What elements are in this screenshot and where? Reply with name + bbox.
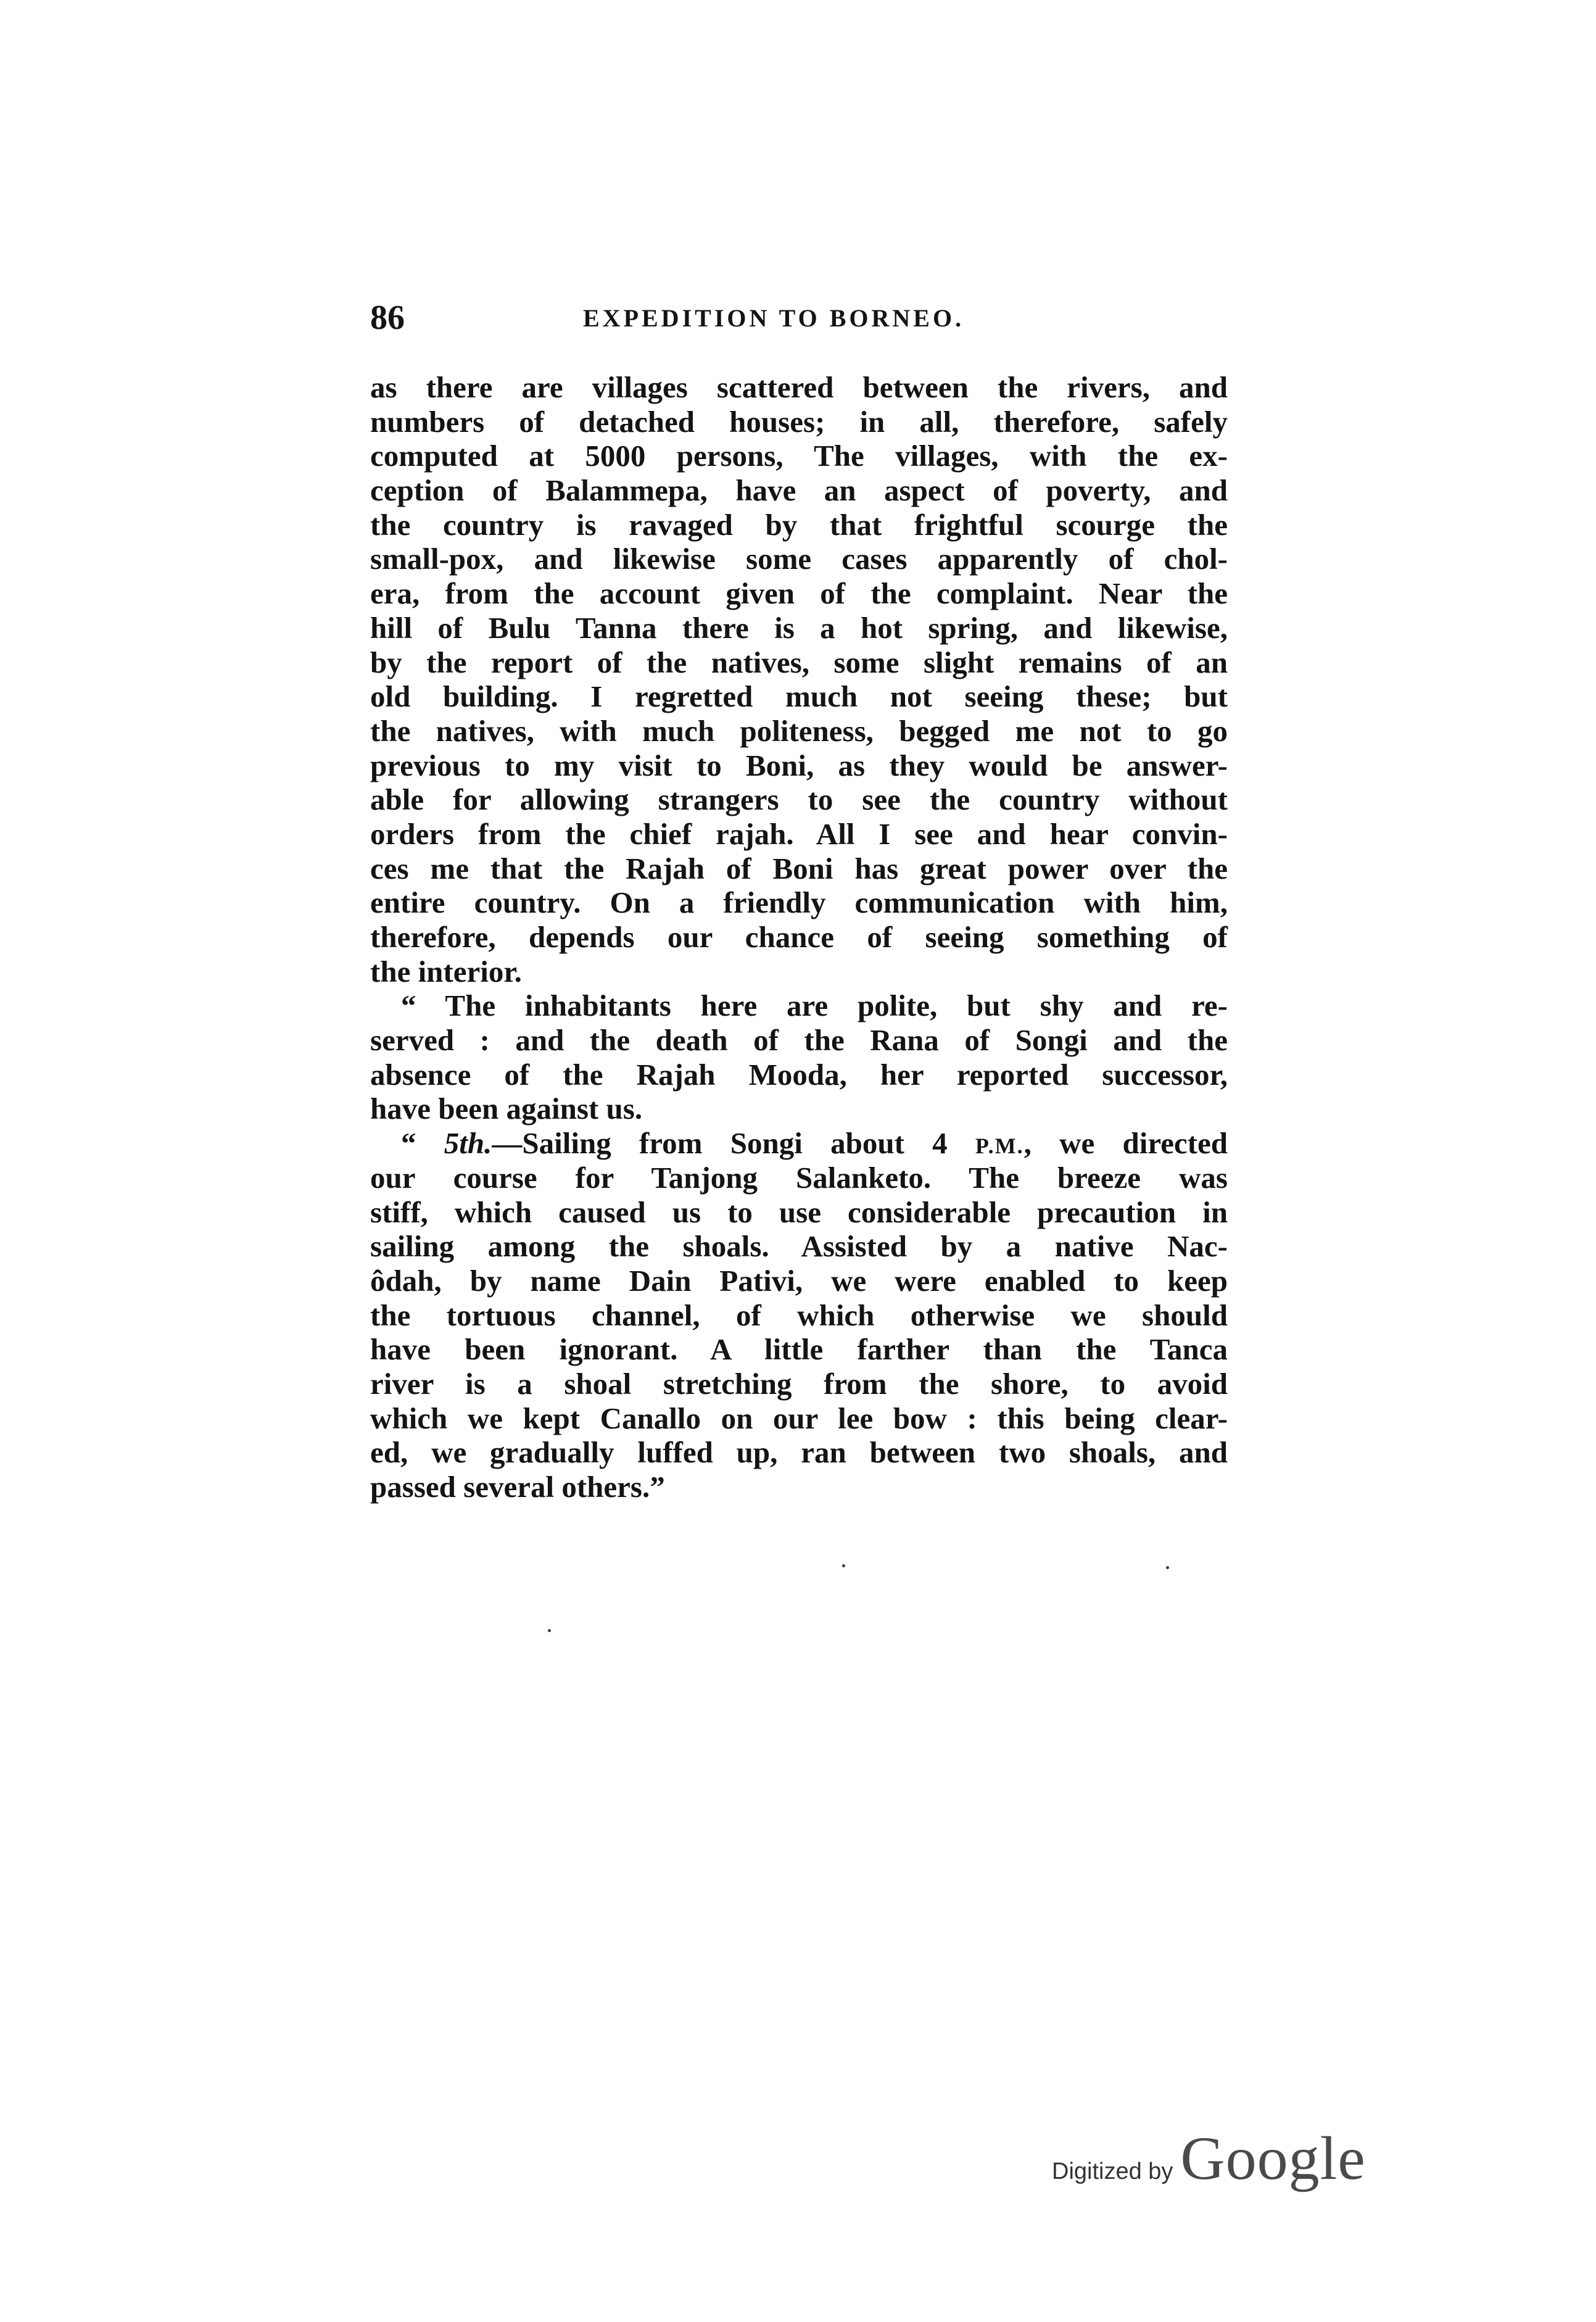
text-line: numbers of detached houses; in all, therefore, safely [370, 404, 1228, 439]
paragraph-end-line: have been against us. [370, 1092, 643, 1126]
text-line: ception of Balammepa, have an aspect of poverty, and [370, 473, 1228, 508]
text-line: the natives, with much politeness, begged me not to go [370, 713, 1228, 748]
text-line: our course for Tanjong Salanketo. The breeze was [370, 1160, 1228, 1195]
entry-date: 5th. [444, 1126, 492, 1161]
text-line: ed, we gradually luffed up, ran between two shoals, and [370, 1435, 1228, 1470]
running-title: EXPEDITION TO BORNEO. [583, 304, 965, 332]
paragraph-end-line: the interior. [370, 954, 522, 989]
text-line: previous to my visit to Boni, as they would be answer- [370, 748, 1228, 782]
entry-text: —Sailing from Songi about 4 [492, 1126, 975, 1161]
text-line: which we kept Canallo on our lee bow : this being clear- [370, 1401, 1228, 1435]
text-line: entire country. On a friendly communication with him, [370, 885, 1228, 920]
text-line: the country is ravaged by that frightful scourge the [370, 507, 1228, 542]
text-line: absence of the Rajah Mooda, her reported successor, [370, 1057, 1228, 1092]
open-quote: “ [401, 1126, 444, 1161]
paragraph-start-line: “ The inhabitants here are polite, but shy and re- [401, 989, 1228, 1023]
text-line: by the report of the natives, some slight remains of an [370, 645, 1228, 679]
print-speck [842, 1564, 845, 1567]
text-line: computed at 5000 persons, The villages, with the ex- [370, 439, 1228, 473]
page-number: 86 [370, 299, 405, 337]
text-line: ces me that the Rajah of Boni has great power over the [370, 851, 1228, 885]
text-line: era, from the account given of the complaint. Near the [370, 576, 1228, 611]
text-line: the tortuous channel, of which otherwise we should [370, 1298, 1228, 1332]
text-line: able for allowing strangers to see the country without [370, 782, 1228, 817]
text-line: small-pox, and likewise some cases apparently of chol- [370, 542, 1228, 576]
paragraph-end-line: passed several others.” [370, 1470, 665, 1504]
text-line: stiff, which caused us to use considerable precaution in [370, 1195, 1228, 1229]
google-logo: Google [1180, 2124, 1366, 2192]
print-speck [1166, 1566, 1169, 1569]
text-line: river is a shoal stretching from the shore, to avoid [370, 1366, 1228, 1401]
text-line: therefore, depends our chance of seeing something of [370, 920, 1228, 954]
text-line: ôdah, by name Dain Pativi, we were enabled to keep [370, 1263, 1228, 1298]
digitized-by-google-watermark [1052, 2123, 1397, 2191]
running-header [370, 296, 1228, 339]
print-speck [548, 1629, 551, 1632]
text-line: have been ignorant. A little farther than the Tanca [370, 1332, 1228, 1367]
entry-text-end: , we directed [1023, 1126, 1228, 1161]
text-line: served : and the death of the Rana of Songi and the [370, 1023, 1228, 1058]
text-line: hill of Bulu Tanna there is a hot spring, and likewise, [370, 610, 1228, 645]
text-line: as there are villages scattered between the rivers, and [370, 370, 1228, 404]
body-text [370, 370, 1228, 1504]
watermark-prefix: Digitized by [1052, 2158, 1173, 2184]
dated-entry-line [370, 1126, 1228, 1161]
entry-time: P.M. [975, 1134, 1024, 1159]
text-line: orders from the chief rajah. All I see and hear convin- [370, 816, 1228, 851]
text-line: old building. I regretted much not seeing these; but [370, 679, 1228, 714]
text-line: sailing among the shoals. Assisted by a native Nac- [370, 1229, 1228, 1264]
